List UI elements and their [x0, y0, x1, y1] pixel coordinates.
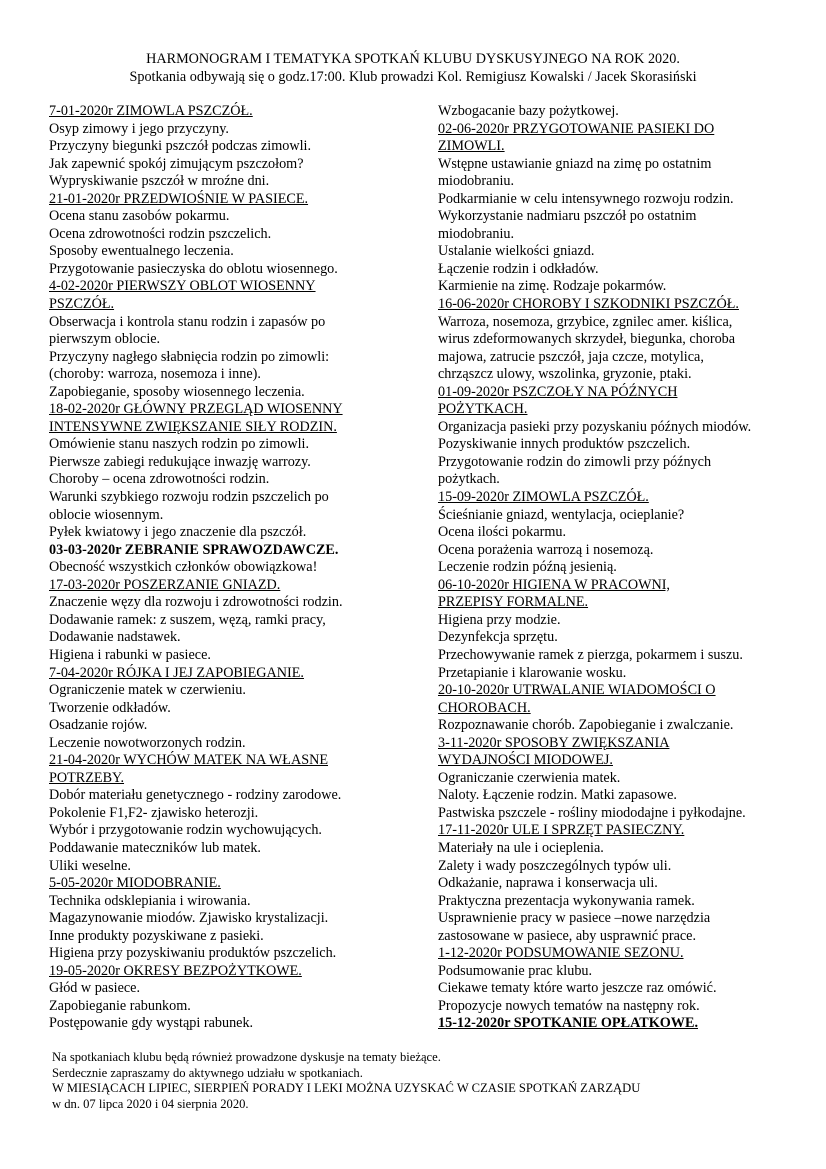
topic-detail-line: Technika odsklepiania i wirowania. — [49, 892, 251, 909]
topic-detail-line: Higiena przy pozyskiwaniu produktów pszczelich. — [49, 945, 337, 962]
footer-line: Na spotkaniach klubu będą również prowadzone dyskusje na tematy bieżące. — [52, 1050, 441, 1064]
meeting-topic-heading: 7-04-2020r RÓJKA I JEJ ZAPOBIEGANIE. — [49, 664, 304, 681]
topic-detail-line: Osadzanie rojów. — [49, 717, 148, 734]
meeting-topic-heading: 5-05-2020r MIODOBRANIE. — [49, 875, 221, 892]
topic-detail-line: Wzbogacanie bazy pożytkowej. — [438, 103, 619, 119]
meeting-topic-heading: 3-11-2020r SPOSOBY ZWIĘKSZANIA — [438, 734, 670, 751]
meeting-topic-heading: PRZEPISY FORMALNE. — [438, 594, 589, 611]
topic-detail-line: Propozycje nowych tematów na następny rok. — [438, 997, 700, 1014]
topic-detail-line: Przygotowanie pasieczyska do oblotu wiosennego. — [49, 260, 338, 277]
document-header — [0, 50, 826, 86]
topic-detail-line: Podsumowanie prac klubu. — [438, 962, 593, 979]
topic-detail-line: pożytkach. — [438, 471, 500, 488]
topic-detail-line: Osyp zimowy i jego przyczyny. — [49, 120, 229, 137]
right-column — [438, 103, 783, 1033]
topic-detail-line: Zalety i wady poszczególnych typów uli. — [438, 857, 672, 874]
topic-detail-line: Usprawnienie pracy w pasiece –nowe narzędzia — [438, 910, 711, 927]
topic-detail-line: Inne produkty pozyskiwane z pasieki. — [49, 927, 264, 944]
meeting-topic-heading: 02-06-2020r PRZYGOTOWANIE PASIEKI DO — [438, 120, 715, 137]
meeting-topic-heading: PSZCZÓŁ. — [49, 296, 115, 313]
meeting-topic-heading: 03-03-2020r ZEBRANIE SPRAWOZDAWCZE. — [49, 541, 339, 558]
topic-detail-line: Ciekawe tematy które warto jeszcze raz omówić. — [438, 980, 717, 997]
topic-detail-line: Obecność wszystkich członków obowiązkowa! — [49, 559, 318, 576]
meeting-topic-heading: 4-02-2020r PIERWSZY OBLOT WIOSENNY — [49, 278, 316, 295]
meeting-topic-heading: WYDAJNOŚCI MIODOWEJ. — [438, 752, 613, 769]
topic-detail-line: Przygotowanie rodzin do zimowli przy późnych — [438, 453, 712, 470]
topic-detail-line: Przyczyny nagłego słabnięcia rodzin po zimowli: — [49, 348, 330, 365]
document-subtitle: Spotkania odbywają się o godz.17:00. Klub prowadzi Kol. Remigiusz Kowalski / Jacek Skorasiński — [129, 69, 697, 85]
topic-detail-line: Ocena ilości pokarmu. — [438, 524, 567, 541]
meeting-topic-heading: ZIMOWLI. — [438, 138, 505, 155]
left-column — [49, 103, 379, 1033]
topic-detail-line: Ustalanie wielkości gniazd. — [438, 243, 595, 260]
topic-detail-line: Postępowanie gdy wystąpi rabunek. — [49, 1015, 254, 1032]
topic-detail-line: miodobraniu. — [438, 225, 515, 242]
meeting-topic-heading: 01-09-2020r PSZCZOŁY NA PÓŹNYCH — [438, 383, 678, 400]
topic-detail-line: Dobór materiału genetycznego - rodziny zarodowe. — [49, 787, 342, 804]
meeting-topic-heading: POŻYTKACH. — [438, 401, 528, 418]
topic-detail-line: Higiena i rabunki w pasiece. — [49, 646, 211, 663]
topic-detail-line: Pokolenie F1,F2- zjawisko heterozji. — [49, 804, 259, 821]
topic-detail-line: Materiały na ule i ocieplenia. — [438, 839, 604, 856]
topic-detail-line: Leczenie rodzin późną jesienią. — [438, 559, 617, 576]
topic-detail-line: (choroby: warroza, nosemoza i inne). — [49, 366, 261, 383]
topic-detail-line: majowa, zatrucie pszczół, jaja czcze, motylica, — [438, 348, 704, 365]
topic-detail-line: Uliki weselne. — [49, 857, 131, 874]
topic-detail-line: Dodawanie ramek: z suszem, węzą, ramki pracy, — [49, 611, 326, 628]
meeting-topic-heading: CHOROBACH. — [438, 699, 531, 716]
topic-detail-line: Choroby – ocena zdrowotności rodzin. — [49, 471, 270, 488]
topic-detail-line: Karmienie na zimę. Rodzaje pokarmów. — [438, 278, 667, 295]
topic-detail-line: Pastwiska pszczele - rośliny miododajne i pyłkodajne. — [438, 804, 746, 821]
topic-detail-line: Poddawanie mateczników lub matek. — [49, 839, 261, 856]
meeting-topic-heading: 21-04-2020r WYCHÓW MATEK NA WŁASNE — [49, 752, 329, 769]
meeting-topic-heading: 16-06-2020r CHOROBY I SZKODNIKI PSZCZÓŁ. — [438, 296, 739, 313]
topic-detail-line: Warroza, nosemoza, grzybice, zgnilec amer. kiślica, — [438, 313, 733, 330]
topic-detail-line: miodobraniu. — [438, 173, 515, 190]
topic-detail-line: Przetapianie i klarowanie wosku. — [438, 664, 627, 681]
topic-detail-line: Łączenie rodzin i odkładów. — [438, 260, 599, 277]
footer-notes — [52, 1050, 640, 1112]
topic-detail-line: Przyczyny biegunki pszczół podczas zimowli. — [49, 138, 311, 155]
meeting-topic-heading: 21-01-2020r PRZEDWIOŚNIE W PASIECE. — [49, 190, 309, 207]
topic-detail-line: Naloty. Łączenie rodzin. Matki zapasowe. — [438, 787, 677, 804]
meeting-topic-heading: 15-12-2020r SPOTKANIE OPŁATKOWE. — [438, 1015, 698, 1032]
topic-detail-line: Wstępne ustawianie gniazd na zimę po ostatnim — [438, 155, 712, 172]
topic-detail-line: Przechowywanie ramek z pierzga, pokarmem i suszu. — [438, 646, 743, 663]
topic-detail-line: Higiena przy modzie. — [438, 611, 561, 628]
topic-detail-line: Obserwacja i kontrola stanu rodzin i zapasów po — [49, 313, 326, 330]
topic-detail-line: zastosowane w pasiece, aby usprawnić prace. — [438, 927, 697, 944]
topic-detail-line: Tworzenie odkładów. — [49, 699, 171, 716]
topic-detail-line: Pierwsze zabiegi redukujące inwazję warrozy. — [49, 453, 311, 470]
meeting-topic-heading: 06-10-2020r HIGIENA W PRACOWNI, — [438, 576, 670, 593]
meeting-topic-heading: 15-09-2020r ZIMOWLA PSZCZÓŁ. — [438, 489, 649, 506]
meeting-topic-heading: POTRZEBY. — [49, 769, 125, 786]
topic-detail-line: Praktyczna prezentacja wykonywania ramek. — [438, 892, 695, 909]
topic-detail-line: Ocena zdrowotności rodzin pszczelich. — [49, 225, 272, 242]
topic-detail-line: Pozyskiwanie innych produktów pszczelich. — [438, 436, 691, 453]
meeting-topic-heading: 20-10-2020r UTRWALANIE WIADOMOŚCI O — [438, 682, 716, 699]
topic-detail-line: Pyłek kwiatowy i jego znaczenie dla pszczół. — [49, 524, 307, 541]
topic-detail-line: Ścieśnianie gniazd, wentylacja, ocieplanie? — [438, 506, 685, 523]
topic-detail-line: Dodawanie nadstawek. — [49, 629, 181, 646]
topic-detail-line: wirus zdeformowanych skrzydeł, biegunka, choroba — [438, 331, 736, 348]
topic-detail-line: Rozpoznawanie chorób. Zapobieganie i zwalczanie. — [438, 717, 734, 734]
topic-detail-line: Zapobieganie, sposoby wiosennego leczenia. — [49, 383, 305, 400]
topic-detail-line: Głód w pasiece. — [49, 980, 141, 997]
topic-detail-line: Wykorzystanie nadmiaru pszczół po ostatnim — [438, 208, 697, 225]
footer-line: w dn. 07 lipca 2020 i 04 sierpnia 2020. — [52, 1096, 249, 1111]
topic-detail-line: Jak zapewnić spokój zimującym pszczołom? — [49, 155, 304, 172]
meeting-topic-heading: 1-12-2020r PODSUMOWANIE SEZONU. — [438, 945, 684, 962]
meeting-topic-heading: INTENSYWNE ZWIĘKSZANIE SIŁY RODZIN. — [49, 418, 337, 435]
topic-detail-line: Ograniczenie matek w czerwieniu. — [49, 682, 246, 699]
meeting-topic-heading: 17-11-2020r ULE I SPRZĘT PASIECZNY. — [438, 822, 685, 839]
meeting-topic-heading: 17-03-2020r POSZERZANIE GNIAZD. — [49, 576, 281, 593]
topic-detail-line: Ocena porażenia warrozą i nosemozą. — [438, 541, 654, 558]
topic-detail-line: Odkażanie, naprawa i konserwacja uli. — [438, 875, 658, 892]
topic-detail-line: oblocie wiosennym. — [49, 506, 164, 523]
document-title: HARMONOGRAM I TEMATYKA SPOTKAŃ KLUBU DYSKUSYJNEGO NA ROK 2020. — [146, 51, 680, 67]
topic-detail-line: Organizacja pasieki przy pozyskaniu późnych miodów. — [438, 418, 752, 435]
footer-line: W MIESIĄCACH LIPIEC, SIERPIEŃ PORADY I LEKI MOŻNA UZYSKAĆ W CZASIE SPOTKAŃ ZARZĄDU — [52, 1081, 641, 1096]
topic-detail-line: Wybór i przygotowanie rodzin wychowujących. — [49, 822, 322, 839]
topic-detail-line: Ocena stanu zasobów pokarmu. — [49, 208, 230, 225]
meeting-topic-heading: 18-02-2020r GŁÓWNY PRZEGLĄD WIOSENNY — [49, 401, 343, 418]
topic-detail-line: Omówienie stanu naszych rodzin po zimowli. — [49, 436, 310, 453]
footer-line: Serdecznie zapraszamy do aktywnego udziału w spotkaniach. — [52, 1065, 363, 1080]
topic-detail-line: Znaczenie węzy dla rozwoju i zdrowotności rodzin. — [49, 594, 343, 611]
topic-detail-line: Zapobieganie rabunkom. — [49, 997, 191, 1014]
topic-detail-line: Wypryskiwanie pszczół w mroźne dni. — [49, 173, 270, 190]
topic-detail-line: Podkarmianie w celu intensywnego rozwoju rodzin. — [438, 190, 734, 207]
topic-detail-line: Ograniczanie czerwienia matek. — [438, 769, 621, 786]
topic-detail-line: chrząszcz ulowy, wszolinka, gryzonie, ptaki. — [438, 366, 692, 383]
topic-detail-line: Sposoby ewentualnego leczenia. — [49, 243, 234, 260]
topic-detail-line: Dezynfekcja sprzętu. — [438, 629, 558, 646]
topic-detail-line: Leczenie nowotworzonych rodzin. — [49, 734, 246, 751]
topic-detail-line: pierwszym oblocie. — [49, 331, 161, 348]
meeting-topic-heading: 7-01-2020r ZIMOWLA PSZCZÓŁ. — [49, 103, 253, 119]
topic-detail-line: Warunki szybkiego rozwoju rodzin pszczelich po — [49, 489, 329, 506]
topic-detail-line: Magazynowanie miodów. Zjawisko krystalizacji. — [49, 910, 329, 927]
meeting-topic-heading: 19-05-2020r OKRESY BEZPOŻYTKOWE. — [49, 962, 302, 979]
